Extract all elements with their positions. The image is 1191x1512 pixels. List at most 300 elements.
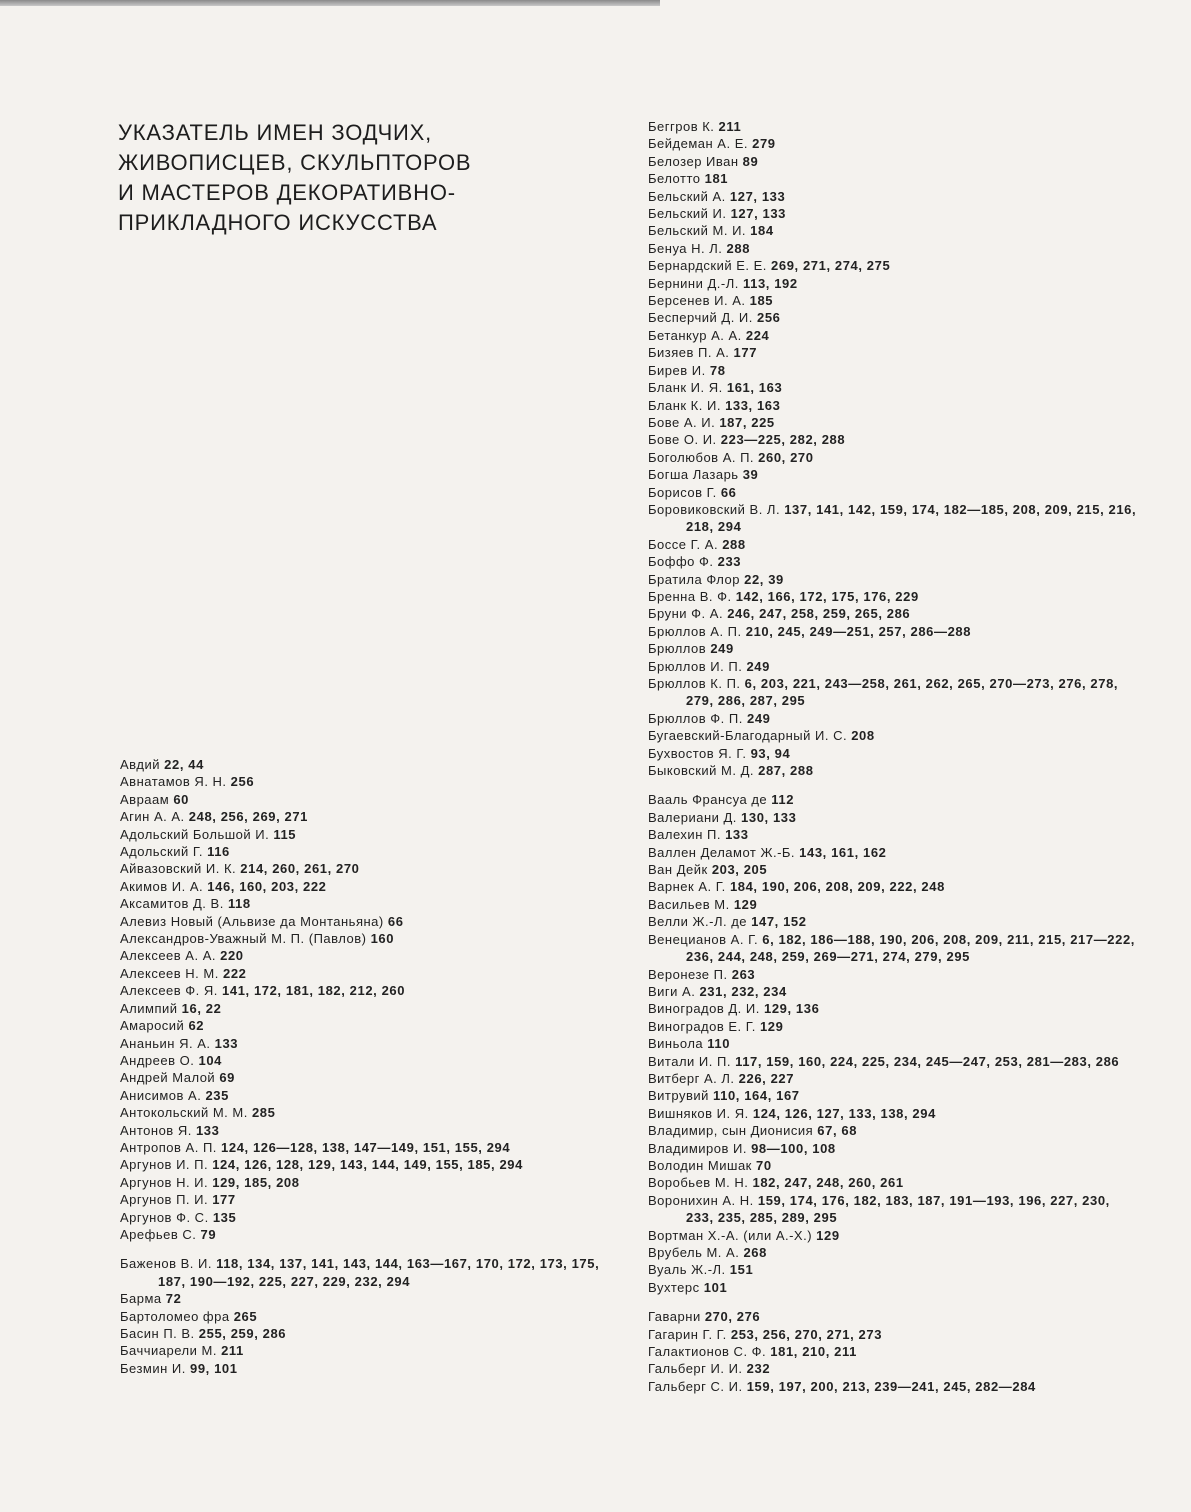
- entry-name: Владимир, сын Дионисия: [648, 1123, 814, 1139]
- entry-pages: 124, 126—128, 138, 147—149, 151, 155, 294: [221, 1139, 511, 1155]
- index-letter-group: [120, 1255, 610, 1377]
- entry-pages: 235: [205, 1087, 229, 1103]
- index-letter-group: [648, 1308, 1138, 1395]
- entry-name: Арефьев С.: [120, 1226, 197, 1242]
- entry-pages: 224: [745, 327, 770, 343]
- index-entry: [120, 930, 610, 947]
- entry-pages: 232: [746, 1361, 771, 1377]
- entry-name: Владимиров И.: [648, 1140, 747, 1156]
- index-entry: [120, 860, 610, 877]
- entry-name: Бугаевский-Благодарный И. С.: [648, 728, 848, 744]
- entry-name: Гагарин Г. Г.: [648, 1326, 727, 1342]
- entry-pages: 185: [749, 293, 774, 309]
- entry-name: Бухвостов Я. Г.: [648, 745, 747, 761]
- index-entry: [648, 658, 1138, 675]
- entry-name: Брюллов И. П.: [648, 658, 743, 674]
- entry-pages: 113, 192: [743, 275, 798, 291]
- entry-name: Ананьин Я. А.: [120, 1035, 211, 1051]
- index-letter-group: [648, 791, 1138, 1296]
- index-entry: [120, 1325, 610, 1342]
- entry-name: Аргунов И. П.: [120, 1157, 209, 1173]
- index-entry: [120, 1156, 610, 1173]
- entry-pages: 110: [707, 1036, 731, 1052]
- index-entry: [648, 379, 1138, 396]
- entry-pages: 129: [816, 1227, 840, 1243]
- entry-name: Вортман Х.-А. (или А.-Х.): [648, 1227, 813, 1243]
- index-entry: [120, 1255, 610, 1290]
- entry-name: Вухтерс: [648, 1279, 700, 1295]
- entry-pages: 39: [742, 467, 759, 483]
- entry-pages: 270, 276: [704, 1309, 761, 1325]
- index-entry: [648, 414, 1138, 431]
- entry-pages: 256: [230, 774, 255, 790]
- entry-pages: 161, 163: [726, 380, 783, 396]
- entry-pages: 177: [733, 345, 758, 361]
- entry-name: Боссе Г. А.: [648, 536, 719, 552]
- index-entry: [648, 222, 1138, 239]
- entry-pages: 159, 197, 200, 213, 239—241, 245, 282—284: [746, 1378, 1036, 1394]
- entry-pages: 129, 136: [764, 1001, 820, 1017]
- entry-name: Андреев О.: [120, 1052, 195, 1068]
- entry-pages: 67, 68: [817, 1123, 858, 1139]
- entry-name: Веронезе П.: [648, 966, 728, 982]
- index-entry: [648, 501, 1138, 536]
- entry-name: Варнек А. Г.: [648, 879, 726, 895]
- index-entry: [120, 843, 610, 860]
- index-entry: [648, 344, 1138, 361]
- entry-name: Беггров К.: [648, 119, 715, 134]
- entry-pages: 181: [704, 171, 729, 187]
- title-line: И МАСТЕРОВ ДЕКОРАТИВНО-: [118, 180, 456, 205]
- index-entry: [120, 1360, 610, 1377]
- entry-name: Агин А. А.: [120, 809, 185, 825]
- entry-name: Анисимов А.: [120, 1087, 202, 1103]
- entry-pages: 62: [188, 1018, 205, 1034]
- index-entry: [120, 1104, 610, 1121]
- entry-name: Брюллов Ф. П.: [648, 710, 743, 726]
- entry-pages: 143, 161, 162: [799, 844, 887, 860]
- entry-name: Бетанкур А. А.: [648, 327, 742, 343]
- entry-name: Алевиз Новый (Альвизе да Монтаньяна): [120, 913, 384, 929]
- index-entry: [648, 675, 1138, 710]
- entry-name: Алексеев Ф. Я.: [120, 983, 218, 999]
- entry-pages: 101: [703, 1279, 728, 1295]
- entry-name: Витберг А. Л.: [648, 1070, 735, 1086]
- entry-pages: 129, 185, 208: [212, 1174, 300, 1190]
- index-entry: [120, 773, 610, 790]
- entry-pages: 231, 232, 234: [699, 983, 787, 999]
- entry-pages: 22, 44: [164, 757, 204, 772]
- entry-pages: 233: [717, 554, 742, 570]
- entry-name: Бельский И.: [648, 206, 727, 222]
- entry-pages: 69: [219, 1070, 235, 1086]
- entry-name: Бирев И.: [648, 362, 706, 378]
- index-column-left: [120, 756, 610, 1377]
- index-entry: [648, 1053, 1138, 1070]
- entry-pages: 6, 203, 221, 243—258, 261, 262, 265, 270—273, 276, 278, 279, 286, 287, 295: [686, 676, 1119, 709]
- entry-name: Воронихин А. Н.: [648, 1192, 754, 1208]
- entry-pages: 226, 227: [738, 1070, 795, 1086]
- entry-name: Боголюбов А. П.: [648, 449, 755, 465]
- entry-pages: 133, 163: [725, 397, 781, 413]
- index-entry: [648, 640, 1138, 657]
- entry-pages: 6, 182, 186—188, 190, 206, 208, 209, 211, 215, 217—222, 236, 244, 248, 259, 269—271, 274, 279, 295: [686, 931, 1135, 965]
- index-entry: [648, 605, 1138, 622]
- entry-pages: 66: [387, 913, 404, 929]
- index-entry: [120, 1035, 610, 1052]
- index-entry: [120, 1017, 610, 1034]
- entry-pages: 66: [720, 484, 737, 500]
- entry-pages: 124, 126, 128, 129, 143, 144, 149, 155, 185, 294: [212, 1157, 523, 1173]
- entry-name: Брюллов К. П.: [648, 676, 741, 691]
- entry-name: Ван Дейк: [648, 862, 708, 878]
- index-entry: [648, 484, 1138, 501]
- index-entry: [648, 710, 1138, 727]
- entry-name: Галактионов С. Ф.: [648, 1344, 767, 1360]
- index-entry: [648, 913, 1138, 930]
- entry-name: Аксамитов Д. В.: [120, 896, 224, 912]
- entry-name: Виги А.: [648, 983, 696, 999]
- entry-pages: 269, 271, 274, 275: [771, 258, 891, 274]
- entry-name: Бланк К. И.: [648, 397, 721, 413]
- entry-name: Венецианов А. Г.: [648, 931, 759, 947]
- entry-name: Бельский А.: [648, 188, 726, 204]
- entry-pages: 249: [746, 658, 770, 674]
- index-entry: [648, 791, 1138, 808]
- index-entry: [120, 947, 610, 964]
- entry-pages: 285: [251, 1105, 276, 1121]
- entry-pages: 112: [771, 792, 795, 808]
- index-entry: [648, 1279, 1138, 1296]
- index-entry: [648, 1244, 1138, 1261]
- entry-pages: 16, 22: [181, 1000, 222, 1016]
- entry-pages: 137, 141, 142, 159, 174, 182—185, 208, 209, 215, 216, 218, 294: [686, 501, 1137, 535]
- index-entry: [648, 309, 1138, 326]
- index-entry: [648, 1070, 1138, 1087]
- entry-name: Безмин И.: [120, 1360, 186, 1376]
- entry-name: Виньола: [648, 1036, 704, 1052]
- index-entry: [648, 553, 1138, 570]
- entry-name: Александров-Уважный М. П. (Павлов): [120, 931, 367, 947]
- index-entry: [648, 536, 1138, 553]
- index-entry: [648, 727, 1138, 744]
- entry-name: Боровиковский В. Л.: [648, 501, 781, 517]
- entry-name: Вишняков И. Я.: [648, 1105, 749, 1121]
- index-entry: [648, 170, 1138, 187]
- entry-pages: 260, 270: [758, 449, 814, 465]
- entry-pages: 159, 174, 176, 182, 183, 187, 191—193, 196, 227, 230, 233, 235, 285, 289, 295: [686, 1192, 1110, 1226]
- index-column-right: [648, 118, 1138, 1395]
- index-entry: [120, 1052, 610, 1069]
- index-entry: [648, 844, 1138, 861]
- entry-name: Брюллов А. П.: [648, 623, 742, 639]
- entry-name: Бове О. И.: [648, 432, 717, 448]
- entry-pages: 135: [212, 1209, 237, 1225]
- entry-pages: 256: [757, 310, 781, 326]
- entry-name: Адольский Большой И.: [120, 826, 270, 842]
- index-entry: [648, 571, 1138, 588]
- entry-pages: 265: [233, 1308, 258, 1324]
- entry-pages: 268: [743, 1245, 767, 1260]
- index-letter-group: [120, 756, 610, 1243]
- entry-name: Бернардский Е. Е.: [648, 258, 767, 274]
- entry-pages: 222: [222, 965, 247, 981]
- entry-pages: 22, 39: [744, 571, 784, 587]
- entry-name: Володин Мишак: [648, 1157, 752, 1173]
- entry-pages: 133: [214, 1035, 239, 1051]
- entry-pages: 60: [173, 791, 190, 807]
- top-edge-rule: [0, 0, 660, 6]
- index-entry: [120, 1226, 610, 1243]
- index-entry: [648, 118, 1138, 135]
- title-line: ПРИКЛАДНОГО ИСКУССТВА: [118, 210, 438, 235]
- entry-name: Антокольский М. М.: [120, 1105, 248, 1121]
- entry-name: Васильев М.: [648, 896, 730, 912]
- entry-pages: 118: [227, 896, 251, 912]
- entry-name: Аргунов Н. И.: [120, 1174, 209, 1190]
- index-entry: [648, 1018, 1138, 1035]
- index-entry: [648, 188, 1138, 205]
- entry-pages: 160: [370, 931, 395, 947]
- entry-pages: 246, 247, 258, 259, 265, 286: [727, 606, 911, 622]
- entry-name: Айвазовский И. К.: [120, 861, 237, 877]
- entry-pages: 124, 126, 127, 133, 138, 294: [752, 1105, 936, 1121]
- entry-pages: 249: [710, 641, 734, 657]
- entry-pages: 203, 205: [711, 862, 768, 878]
- index-entry: [648, 1343, 1138, 1360]
- entry-name: Акимов И. А.: [120, 878, 204, 894]
- entry-name: Вуаль Ж.-Л.: [648, 1262, 726, 1278]
- index-entry: [648, 588, 1138, 605]
- entry-pages: 99, 101: [190, 1360, 238, 1376]
- entry-name: Бруни Ф. А.: [648, 606, 724, 622]
- entry-pages: 182, 247, 248, 260, 261: [752, 1175, 904, 1191]
- entry-name: Бренна В. Ф.: [648, 588, 732, 604]
- entry-pages: 146, 160, 203, 222: [207, 878, 327, 894]
- index-entry: [648, 1000, 1138, 1017]
- entry-name: Авдий: [120, 757, 161, 772]
- entry-name: Аргунов Ф. С.: [120, 1209, 209, 1225]
- entry-pages: 255, 259, 286: [198, 1326, 287, 1341]
- index-entry: [120, 1000, 610, 1017]
- entry-name: Алексеев Н. М.: [120, 965, 219, 981]
- entry-name: Бельский М. И.: [648, 223, 747, 239]
- entry-pages: 78: [709, 362, 726, 378]
- entry-name: Виноградов Д. И.: [648, 1001, 760, 1017]
- entry-pages: 129: [759, 1018, 784, 1034]
- entry-name: Бенуа Н. Л.: [648, 240, 723, 256]
- entry-pages: 287, 288: [758, 763, 814, 779]
- entry-pages: 110, 164, 167: [713, 1088, 800, 1104]
- index-entry: [648, 1035, 1138, 1052]
- index-entry: [648, 1227, 1138, 1244]
- entry-name: Алимпий: [120, 1000, 178, 1016]
- entry-pages: 133: [725, 827, 749, 843]
- index-entry: [120, 1122, 610, 1139]
- entry-name: Бартоломео фра: [120, 1308, 230, 1324]
- entry-name: Виноградов Е. Г.: [648, 1018, 756, 1034]
- entry-pages: 288: [722, 536, 746, 552]
- entry-pages: 208: [851, 728, 875, 744]
- entry-pages: 129: [733, 896, 758, 912]
- entry-name: Воробьев М. Н.: [648, 1175, 749, 1191]
- entry-name: Борисов Г.: [648, 484, 717, 500]
- index-entry: [648, 449, 1138, 466]
- entry-name: Авраам: [120, 791, 170, 807]
- index-entry: [648, 1157, 1138, 1174]
- entry-pages: 104: [198, 1052, 222, 1068]
- index-entry: [648, 1192, 1138, 1227]
- entry-pages: 118, 134, 137, 141, 143, 144, 163—167, 170, 172, 173, 175, 187, 190—192, 225, 227, 229, 232, 294: [158, 1256, 600, 1289]
- entry-name: Бове А. И.: [648, 414, 716, 430]
- index-entry: [120, 965, 610, 982]
- entry-name: Врубель М. А.: [648, 1245, 740, 1260]
- entry-pages: 98—100, 108: [751, 1140, 836, 1156]
- index-entry: [120, 1290, 610, 1307]
- index-entry: [648, 983, 1138, 1000]
- index-entry: [648, 1378, 1138, 1395]
- entry-pages: 127, 133: [730, 206, 786, 222]
- entry-name: Барма: [120, 1291, 162, 1307]
- entry-pages: 130, 133: [741, 809, 797, 825]
- index-letter-group: [648, 118, 1138, 779]
- entry-name: Андрей Малой: [120, 1070, 216, 1086]
- index-entry: [648, 1105, 1138, 1122]
- entry-name: Быковский М. Д.: [648, 763, 754, 779]
- entry-pages: 116: [207, 844, 230, 860]
- title-line: УКАЗАТЕЛЬ ИМЕН ЗОДЧИХ,: [118, 120, 433, 145]
- index-entry: [120, 1174, 610, 1191]
- entry-name: Бланк И. Я.: [648, 380, 723, 396]
- index-entry: [648, 292, 1138, 309]
- index-entry: [648, 431, 1138, 448]
- entry-pages: 70: [756, 1157, 772, 1173]
- index-entry: [648, 966, 1138, 983]
- entry-pages: 181, 210, 211: [770, 1344, 857, 1360]
- index-entry: [648, 861, 1138, 878]
- index-entry: [648, 809, 1138, 826]
- index-entry: [120, 1069, 610, 1086]
- index-entry: [648, 762, 1138, 779]
- index-entry: [648, 745, 1138, 762]
- index-entry: [120, 1087, 610, 1104]
- entry-pages: 214, 260, 261, 270: [240, 861, 360, 877]
- index-entry: [648, 257, 1138, 274]
- index-entry: [120, 1342, 610, 1359]
- entry-name: Брюллов: [648, 641, 707, 657]
- entry-name: Бесперчий Д. И.: [648, 310, 753, 326]
- index-entry: [648, 397, 1138, 414]
- index-entry: [120, 1209, 610, 1226]
- entry-name: Адольский Г.: [120, 844, 203, 860]
- entry-pages: 141, 172, 181, 182, 212, 260: [222, 983, 406, 999]
- index-entry: [648, 1326, 1138, 1343]
- entry-pages: 211: [221, 1343, 244, 1359]
- index-entry: [648, 826, 1138, 843]
- entry-pages: 187, 225: [719, 414, 775, 430]
- index-entry: [648, 878, 1138, 895]
- entry-name: Антонов Я.: [120, 1122, 192, 1138]
- entry-pages: 151: [729, 1262, 754, 1278]
- entry-name: Богша Лазарь: [648, 467, 739, 483]
- index-entry: [648, 623, 1138, 640]
- entry-pages: 127, 133: [729, 188, 786, 204]
- entry-pages: 115: [273, 826, 297, 842]
- entry-pages: 93, 94: [750, 745, 791, 761]
- entry-name: Гальберг И. И.: [648, 1361, 743, 1377]
- entry-pages: 184: [750, 223, 774, 239]
- entry-pages: 142, 166, 172, 175, 176, 229: [735, 588, 919, 604]
- index-entry: [648, 362, 1138, 379]
- entry-pages: 253, 256, 270, 271, 273: [730, 1326, 883, 1342]
- index-entry: [648, 1174, 1138, 1191]
- entry-pages: 147, 152: [751, 914, 807, 930]
- index-entry: [648, 466, 1138, 483]
- entry-pages: 184, 190, 206, 208, 209, 222, 248: [729, 879, 945, 895]
- entry-name: Аргунов П. И.: [120, 1192, 209, 1208]
- entry-pages: 89: [742, 153, 759, 169]
- entry-name: Витали И. П.: [648, 1053, 731, 1069]
- entry-name: Берсенев И. А.: [648, 293, 746, 309]
- index-entry: [648, 1261, 1138, 1278]
- entry-pages: 223—225, 282, 288: [720, 432, 846, 448]
- index-entry: [648, 327, 1138, 344]
- index-entry: [120, 791, 610, 808]
- entry-name: Гаварни: [648, 1309, 701, 1325]
- index-entry: [648, 1360, 1138, 1377]
- index-entry: [120, 1308, 610, 1325]
- entry-name: Бейдеман А. Е.: [648, 136, 748, 152]
- index-title: [118, 118, 578, 238]
- entry-pages: 133: [195, 1122, 220, 1138]
- entry-name: Баженов В. И.: [120, 1256, 212, 1272]
- entry-name: Гальберг С. И.: [648, 1378, 743, 1394]
- entry-pages: 279: [752, 136, 776, 152]
- entry-name: Белозер Иван: [648, 153, 739, 169]
- entry-pages: 177: [212, 1192, 236, 1208]
- entry-name: Бернини Д.-Л.: [648, 275, 739, 291]
- entry-pages: 211: [718, 119, 742, 134]
- index-entry: [648, 1308, 1138, 1325]
- entry-name: Авнатамов Я. Н.: [120, 774, 227, 790]
- entry-name: Бизяев П. А.: [648, 345, 730, 361]
- entry-pages: 79: [200, 1226, 217, 1242]
- index-entry: [120, 808, 610, 825]
- index-entry: [648, 931, 1138, 966]
- entry-pages: 248, 256, 269, 271: [188, 809, 309, 825]
- index-entry: [648, 1087, 1138, 1104]
- entry-pages: 288: [726, 240, 751, 256]
- entry-name: Басин П. В.: [120, 1326, 195, 1341]
- entry-pages: 210, 245, 249—251, 257, 286—288: [745, 623, 972, 639]
- index-entry: [648, 135, 1138, 152]
- entry-name: Валериани Д.: [648, 809, 737, 825]
- entry-pages: 263: [731, 966, 756, 982]
- index-entry: [120, 913, 610, 930]
- entry-name: Боффо Ф.: [648, 554, 714, 570]
- entry-name: Амаросий: [120, 1018, 185, 1034]
- entry-name: Валехин П.: [648, 827, 721, 843]
- entry-pages: 117, 159, 160, 224, 225, 234, 245—247, 253, 281—283, 286: [735, 1053, 1120, 1069]
- index-entry: [648, 275, 1138, 292]
- entry-name: Братила Флор: [648, 571, 740, 587]
- index-entry: [648, 896, 1138, 913]
- entry-name: Баччиарели М.: [120, 1343, 217, 1359]
- entry-pages: 72: [165, 1291, 182, 1307]
- entry-pages: 220: [220, 948, 244, 964]
- index-entry: [648, 153, 1138, 170]
- title-line: ЖИВОПИСЦЕВ, СКУЛЬПТОРОВ: [118, 150, 472, 175]
